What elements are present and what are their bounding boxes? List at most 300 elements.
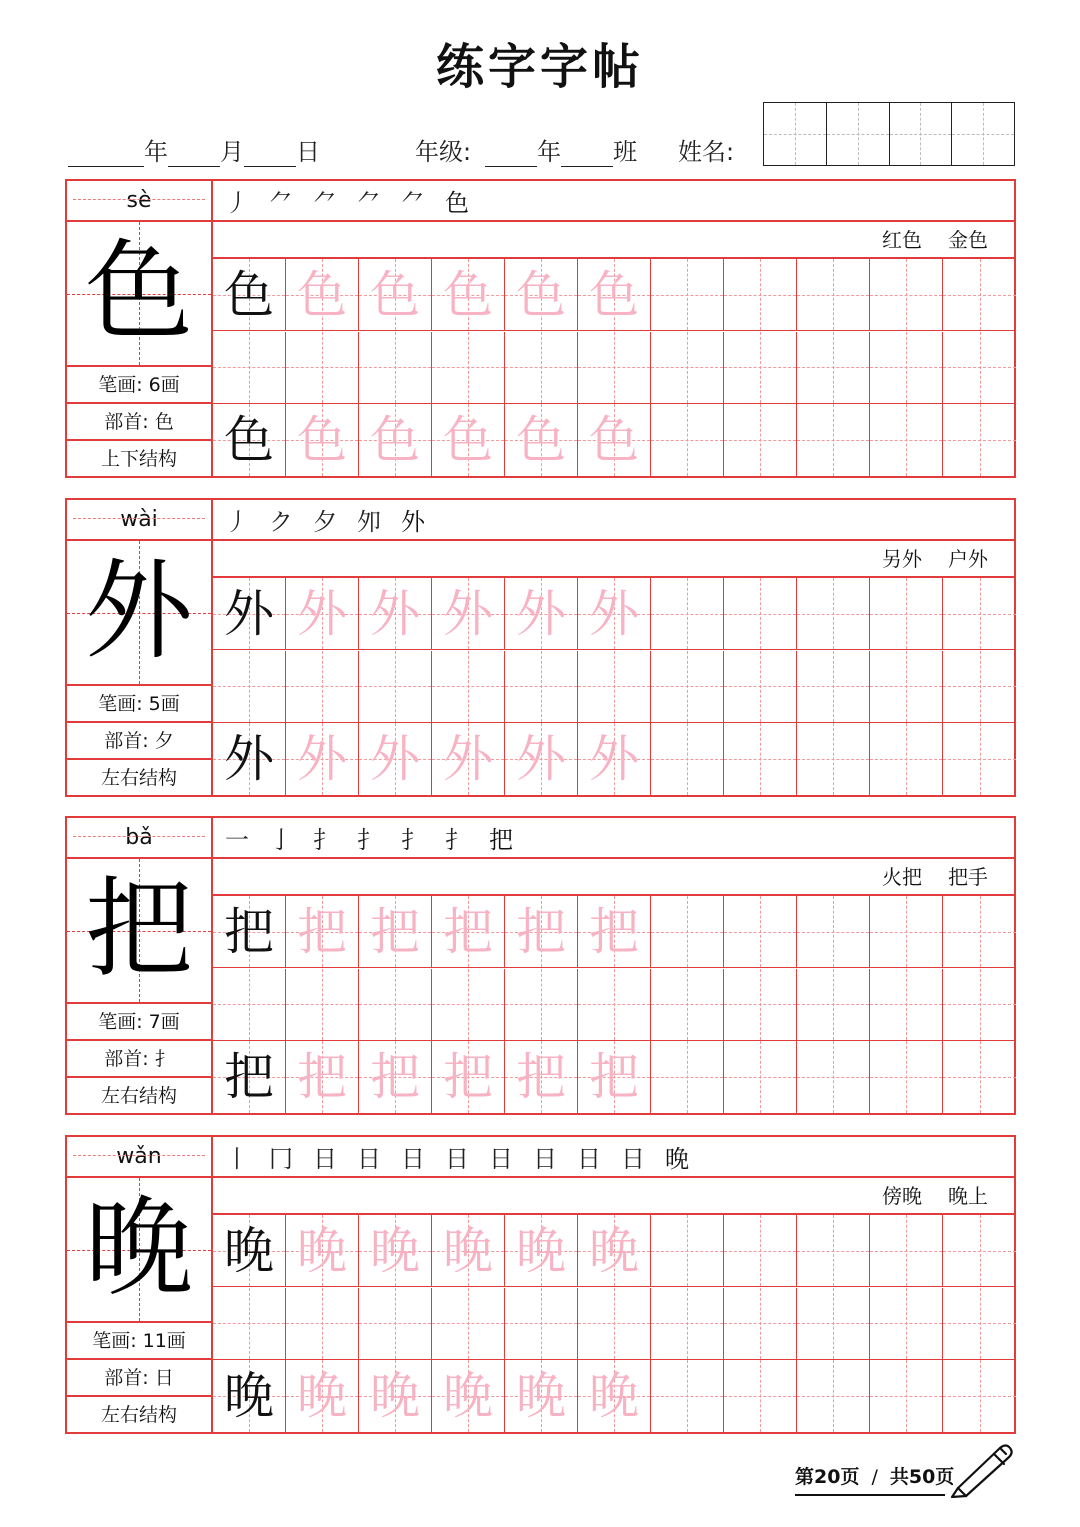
trace-char: 把: [516, 1048, 566, 1106]
writing-grid: [213, 896, 1016, 1113]
writing-cell[interactable]: [870, 723, 943, 795]
trace-char: 晚: [297, 1222, 347, 1280]
writing-cell[interactable]: [432, 969, 505, 1041]
writing-cell[interactable]: [359, 1288, 432, 1360]
pinyin: bǎ: [67, 818, 211, 859]
big-char-box: [67, 859, 211, 1004]
stroke-step: 日: [621, 1145, 645, 1173]
writing-cell[interactable]: [505, 332, 578, 404]
writing-cell[interactable]: [724, 1041, 797, 1113]
trace-char: 晚: [516, 1367, 566, 1425]
trace-char: 外: [443, 585, 493, 643]
model-char: 色: [224, 411, 274, 469]
pinyin: sè: [67, 181, 211, 222]
writing-cell[interactable]: [359, 1215, 432, 1287]
writing-cell[interactable]: [943, 259, 1016, 331]
writing-cell[interactable]: [578, 896, 651, 968]
writing-cell[interactable]: [359, 332, 432, 404]
char-info-panel: [67, 818, 213, 1113]
example-word: 火把: [882, 865, 922, 889]
writing-cell[interactable]: [359, 259, 432, 331]
model-char: 色: [224, 266, 274, 324]
writing-cell[interactable]: [505, 1215, 578, 1287]
writing-cell[interactable]: [505, 1288, 578, 1360]
writing-cell[interactable]: [359, 651, 432, 723]
writing-cell[interactable]: [651, 723, 724, 795]
writing-cell[interactable]: [870, 651, 943, 723]
structure: 左右结构: [100, 767, 177, 789]
grid-row: [213, 723, 1016, 795]
writing-cell[interactable]: [359, 1360, 432, 1432]
trace-char: 色: [370, 411, 420, 469]
day-blank[interactable]: [244, 140, 296, 167]
writing-cell[interactable]: [432, 723, 505, 795]
writing-cell[interactable]: [505, 578, 578, 650]
stroke-step: ⺈: [269, 189, 293, 217]
example-words-row: [213, 859, 1014, 896]
name-box[interactable]: [764, 103, 827, 165]
radical: 部首: 色: [67, 404, 211, 441]
writing-cell[interactable]: [797, 1288, 870, 1360]
trace-char: 把: [370, 1048, 420, 1106]
trace-char: 外: [443, 730, 493, 788]
grid-row: [213, 1288, 1016, 1360]
stroke-step: 丿: [225, 189, 249, 217]
writing-cell[interactable]: [578, 723, 651, 795]
trace-char: 晚: [297, 1367, 347, 1425]
writing-cell[interactable]: [578, 969, 651, 1041]
writing-cell[interactable]: [651, 1360, 724, 1432]
writing-cell[interactable]: [286, 578, 359, 650]
stroke-step: 日: [357, 1145, 381, 1173]
trace-char: 晚: [370, 1222, 420, 1280]
writing-cell[interactable]: [578, 578, 651, 650]
writing-cell[interactable]: [286, 1288, 359, 1360]
page-number: 第20页: [795, 1466, 860, 1488]
pen-icon: [948, 1440, 1016, 1498]
trace-char: 把: [516, 903, 566, 961]
stroke-step: 日: [313, 1145, 337, 1173]
trace-char: 晚: [443, 1222, 493, 1280]
writing-cell[interactable]: [724, 1288, 797, 1360]
big-char-box: [67, 541, 211, 686]
writing-cell[interactable]: [943, 1041, 1016, 1113]
trace-char: 色: [297, 266, 347, 324]
writing-cell[interactable]: [943, 1288, 1016, 1360]
stroke-step: 日: [489, 1145, 513, 1173]
writing-cell[interactable]: [870, 1288, 943, 1360]
writing-cell[interactable]: [286, 404, 359, 476]
grid-row: [213, 578, 1016, 650]
trace-char: 把: [297, 1048, 347, 1106]
page-separator: /: [871, 1466, 878, 1488]
writing-cell[interactable]: [432, 404, 505, 476]
writing-cell[interactable]: [870, 1360, 943, 1432]
model-char: 把: [224, 1048, 274, 1106]
writing-cell[interactable]: [578, 1215, 651, 1287]
practice-block: [65, 498, 1016, 797]
stroke-step: ⺈: [357, 189, 381, 217]
char-info-panel: [67, 181, 213, 476]
writing-cell[interactable]: [286, 651, 359, 723]
stroke-step: 扌: [445, 826, 469, 854]
writing-cell[interactable]: [213, 1215, 286, 1287]
trace-char: 色: [443, 411, 493, 469]
writing-cell[interactable]: [578, 651, 651, 723]
trace-char: 色: [589, 411, 639, 469]
writing-cell[interactable]: [870, 259, 943, 331]
trace-char: 把: [297, 903, 347, 961]
writing-cell[interactable]: [213, 259, 286, 331]
pinyin: wǎn: [67, 1137, 211, 1178]
writing-cell[interactable]: [432, 896, 505, 968]
writing-cell[interactable]: [505, 969, 578, 1041]
writing-cell[interactable]: [286, 969, 359, 1041]
grid-row: [213, 332, 1016, 404]
grade-blank[interactable]: [485, 140, 537, 167]
trace-char: 晚: [516, 1222, 566, 1280]
writing-cell[interactable]: [870, 578, 943, 650]
example-word: 把手: [948, 865, 988, 889]
writing-cell[interactable]: [432, 1288, 505, 1360]
writing-cell[interactable]: [359, 1041, 432, 1113]
model-char: 晚: [224, 1222, 274, 1280]
writing-cell[interactable]: [797, 404, 870, 476]
writing-cell[interactable]: [651, 651, 724, 723]
writing-cell[interactable]: [505, 259, 578, 331]
writing-cell[interactable]: [286, 1041, 359, 1113]
trace-char: 外: [297, 585, 347, 643]
practice-block: [65, 816, 1016, 1115]
page-total: 共50页: [889, 1466, 955, 1488]
char-info-panel: [67, 1137, 213, 1432]
writing-cell[interactable]: [578, 404, 651, 476]
structure: 左右结构: [100, 1404, 177, 1426]
writing-cell[interactable]: [578, 1288, 651, 1360]
writing-cell[interactable]: [797, 1215, 870, 1287]
stroke-step: 把: [489, 826, 513, 854]
writing-cell[interactable]: [943, 332, 1016, 404]
stroke-step: 夘: [357, 508, 381, 536]
stroke-step: 扌: [357, 826, 381, 854]
stroke-order-row: [213, 1137, 1014, 1178]
writing-cell[interactable]: [870, 1215, 943, 1287]
writing-cell[interactable]: [578, 332, 651, 404]
class-label: 班: [613, 138, 638, 166]
name-label: 姓名:: [678, 138, 735, 166]
big-char-box: [67, 1178, 211, 1323]
writing-cell[interactable]: [870, 969, 943, 1041]
trace-char: 色: [370, 266, 420, 324]
grid-row: [213, 1041, 1016, 1113]
writing-cell[interactable]: [724, 651, 797, 723]
writing-cell[interactable]: [797, 969, 870, 1041]
writing-cell[interactable]: [213, 969, 286, 1041]
structure: 左右结构: [100, 1085, 177, 1107]
writing-cell[interactable]: [797, 578, 870, 650]
trace-char: 外: [516, 730, 566, 788]
writing-cell[interactable]: [505, 1041, 578, 1113]
big-char: 色: [84, 230, 193, 355]
model-char: 外: [224, 585, 274, 643]
example-word: 户外: [948, 547, 988, 571]
writing-cell[interactable]: [870, 1041, 943, 1113]
grid-row: [213, 259, 1016, 331]
trace-char: 外: [370, 730, 420, 788]
writing-cell[interactable]: [213, 332, 286, 404]
big-char: 外: [84, 549, 193, 674]
trace-char: 晚: [370, 1367, 420, 1425]
writing-cell[interactable]: [797, 723, 870, 795]
grade-line: [415, 132, 637, 167]
stroke-step: 扌: [313, 826, 337, 854]
trace-char: 把: [589, 1048, 639, 1106]
writing-cell[interactable]: [286, 723, 359, 795]
stroke-count: 笔画: 11画: [67, 1323, 211, 1360]
name-box[interactable]: [827, 103, 890, 165]
trace-char: 色: [443, 266, 493, 324]
page-footer: [795, 1462, 954, 1489]
date-line: [68, 132, 320, 167]
stroke-step: 色: [445, 189, 469, 217]
name-line: [678, 132, 734, 167]
writing-cell[interactable]: [213, 651, 286, 723]
grid-row: [213, 1360, 1016, 1432]
model-char: 外: [224, 730, 274, 788]
writing-cell[interactable]: [870, 896, 943, 968]
stroke-step: 冂: [269, 1145, 293, 1173]
writing-cell[interactable]: [651, 404, 724, 476]
pinyin: wài: [67, 500, 211, 541]
writing-cell[interactable]: [797, 332, 870, 404]
example-word: 晚上: [948, 1184, 988, 1208]
day-label: 日: [296, 138, 320, 166]
example-words-row: [213, 1178, 1014, 1215]
big-char: 把: [84, 867, 193, 992]
example-word: 红色: [882, 228, 922, 252]
writing-cell[interactable]: [724, 896, 797, 968]
model-char: 晚: [224, 1367, 274, 1425]
trace-char: 色: [516, 411, 566, 469]
writing-cell[interactable]: [432, 578, 505, 650]
month-blank[interactable]: [168, 140, 220, 167]
writing-cell[interactable]: [505, 1360, 578, 1432]
grid-row: [213, 1215, 1016, 1287]
writing-grid: [213, 259, 1016, 476]
trace-char: 色: [589, 266, 639, 324]
stroke-step: 日: [401, 1145, 425, 1173]
stroke-order-row: [213, 500, 1014, 541]
grade-year-label: 年: [537, 138, 562, 166]
writing-cell[interactable]: [286, 896, 359, 968]
char-info-panel: [67, 500, 213, 795]
stroke-step: 扌: [401, 826, 425, 854]
writing-cell[interactable]: [724, 1215, 797, 1287]
writing-cell[interactable]: [578, 1041, 651, 1113]
writing-cell[interactable]: [797, 896, 870, 968]
writing-cell[interactable]: [432, 1215, 505, 1287]
practice-block: [65, 179, 1016, 478]
writing-cell[interactable]: [651, 1041, 724, 1113]
trace-char: 晚: [589, 1222, 639, 1280]
stroke-step: ⺈: [401, 189, 425, 217]
model-char: 把: [224, 903, 274, 961]
radical: 部首: 日: [67, 1360, 211, 1397]
stroke-count: 笔画: 5画: [67, 686, 211, 723]
footer-underline: [795, 1494, 945, 1496]
writing-cell[interactable]: [870, 332, 943, 404]
writing-cell[interactable]: [724, 578, 797, 650]
writing-cell[interactable]: [505, 651, 578, 723]
trace-char: 把: [443, 1048, 493, 1106]
writing-cell[interactable]: [797, 259, 870, 331]
writing-grid: [213, 578, 1016, 795]
trace-char: 把: [589, 903, 639, 961]
year-blank[interactable]: [68, 140, 144, 167]
writing-cell[interactable]: [432, 332, 505, 404]
writing-cell[interactable]: [286, 1360, 359, 1432]
year-label: 年: [144, 138, 168, 166]
writing-cell[interactable]: [724, 404, 797, 476]
writing-cell[interactable]: [943, 896, 1016, 968]
writing-cell[interactable]: [359, 896, 432, 968]
stroke-step: 外: [401, 508, 425, 536]
stroke-step: 日: [533, 1145, 557, 1173]
writing-cell[interactable]: [432, 651, 505, 723]
trace-char: 色: [297, 411, 347, 469]
writing-cell[interactable]: [432, 1041, 505, 1113]
practice-block: [65, 1135, 1016, 1434]
big-char-box: [67, 222, 211, 367]
writing-cell[interactable]: [943, 578, 1016, 650]
writing-cell[interactable]: [432, 259, 505, 331]
trace-char: 外: [589, 730, 639, 788]
writing-cell[interactable]: [943, 1215, 1016, 1287]
writing-cell[interactable]: [505, 404, 578, 476]
writing-cell[interactable]: [724, 332, 797, 404]
example-word: 另外: [882, 547, 922, 571]
page-title: 练字字帖: [435, 39, 644, 95]
writing-cell[interactable]: [286, 1215, 359, 1287]
writing-cell[interactable]: [213, 404, 286, 476]
example-words-row: [213, 222, 1014, 259]
grid-row: [213, 896, 1016, 968]
trace-char: 晚: [443, 1367, 493, 1425]
writing-cell[interactable]: [651, 969, 724, 1041]
writing-cell[interactable]: [578, 259, 651, 331]
writing-cell[interactable]: [213, 1360, 286, 1432]
writing-cell[interactable]: [797, 651, 870, 723]
trace-char: 色: [516, 266, 566, 324]
writing-cell[interactable]: [213, 1288, 286, 1360]
stroke-step: ク: [269, 508, 293, 536]
example-words-row: [213, 541, 1014, 578]
writing-cell[interactable]: [286, 332, 359, 404]
writing-grid: [213, 1215, 1016, 1432]
stroke-step: 日: [577, 1145, 601, 1173]
writing-cell[interactable]: [724, 1360, 797, 1432]
radical: 部首: 扌: [67, 1041, 211, 1078]
writing-cell[interactable]: [651, 332, 724, 404]
grade-label: 年级:: [415, 138, 472, 166]
stroke-step: 亅: [269, 826, 293, 854]
writing-cell[interactable]: [797, 1041, 870, 1113]
name-box[interactable]: [890, 103, 953, 165]
writing-cell[interactable]: [651, 896, 724, 968]
month-label: 月: [220, 138, 244, 166]
example-word: 金色: [948, 228, 988, 252]
stroke-order-row: [213, 181, 1014, 222]
stroke-step: 丨: [225, 1145, 249, 1173]
writing-cell[interactable]: [651, 1288, 724, 1360]
writing-cell[interactable]: [943, 723, 1016, 795]
trace-char: 外: [370, 585, 420, 643]
writing-cell[interactable]: [578, 1360, 651, 1432]
grid-row: [213, 404, 1016, 476]
trace-char: 晚: [589, 1367, 639, 1425]
writing-cell[interactable]: [505, 896, 578, 968]
writing-cell[interactable]: [943, 651, 1016, 723]
stroke-step: 一: [225, 826, 249, 854]
writing-cell[interactable]: [797, 1360, 870, 1432]
stroke-step: 晚: [665, 1145, 689, 1173]
writing-cell[interactable]: [286, 259, 359, 331]
stroke-count: 笔画: 6画: [67, 367, 211, 404]
trace-char: 外: [589, 585, 639, 643]
writing-cell[interactable]: [213, 723, 286, 795]
stroke-step: ⺈: [313, 189, 337, 217]
writing-cell[interactable]: [943, 969, 1016, 1041]
writing-cell[interactable]: [213, 578, 286, 650]
writing-cell[interactable]: [943, 1360, 1016, 1432]
writing-cell[interactable]: [432, 1360, 505, 1432]
writing-cell[interactable]: [505, 723, 578, 795]
class-blank[interactable]: [561, 140, 613, 167]
name-box[interactable]: [952, 103, 1014, 165]
stroke-step: 日: [445, 1145, 469, 1173]
writing-cell[interactable]: [651, 1215, 724, 1287]
stroke-count: 笔画: 7画: [67, 1004, 211, 1041]
writing-cell[interactable]: [651, 578, 724, 650]
big-char: 晚: [84, 1186, 193, 1311]
stroke-order-row: [213, 818, 1014, 859]
writing-cell[interactable]: [724, 259, 797, 331]
name-boxes[interactable]: [763, 102, 1015, 166]
stroke-step: 夕: [313, 508, 337, 536]
writing-cell[interactable]: [870, 404, 943, 476]
writing-cell[interactable]: [943, 404, 1016, 476]
writing-cell[interactable]: [359, 969, 432, 1041]
trace-char: 把: [443, 903, 493, 961]
stroke-step: 丿: [225, 508, 249, 536]
writing-cell[interactable]: [359, 404, 432, 476]
writing-cell[interactable]: [359, 723, 432, 795]
writing-cell[interactable]: [651, 259, 724, 331]
trace-char: 外: [297, 730, 347, 788]
writing-cell[interactable]: [724, 723, 797, 795]
writing-cell[interactable]: [359, 578, 432, 650]
trace-char: 把: [370, 903, 420, 961]
structure: 上下结构: [100, 448, 177, 470]
trace-char: 外: [516, 585, 566, 643]
writing-cell[interactable]: [213, 896, 286, 968]
example-word: 傍晚: [882, 1184, 922, 1208]
writing-cell[interactable]: [213, 1041, 286, 1113]
grid-row: [213, 651, 1016, 723]
grid-row: [213, 969, 1016, 1041]
writing-cell[interactable]: [724, 969, 797, 1041]
radical: 部首: 夕: [67, 723, 211, 760]
